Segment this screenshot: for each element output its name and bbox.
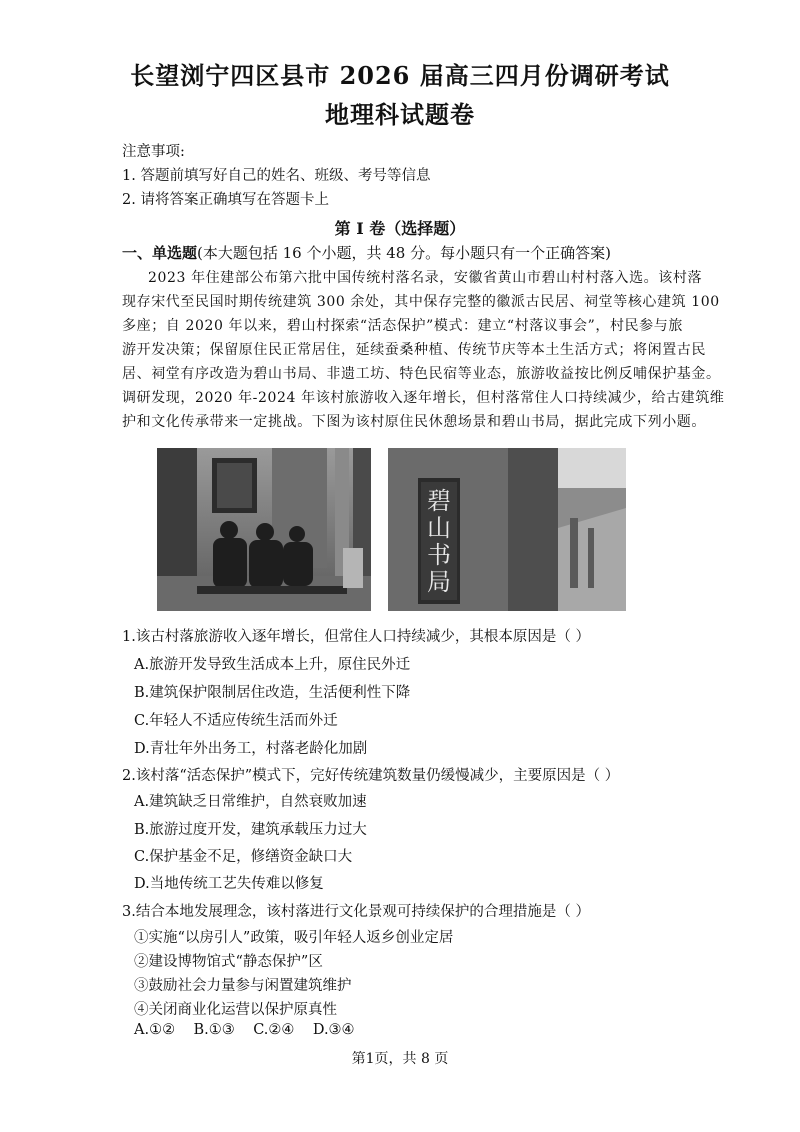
question-3-item-1: ①实施“以房引人”政策，吸引年轻人返乡创业定居 (134, 930, 454, 946)
question-3-item-2: ②建设博物馆式“静态保护”区 (134, 954, 323, 970)
passage-line-3: 多座；自 2020 年以来，碧山村探索“活态保护”模式：建立“村落议事会”，村民参与旅 (122, 318, 683, 334)
bookstore-sign-text: 碧山书局 (427, 487, 451, 596)
passage-line-5: 居、祠堂有序改造为碧山书局、非遗工坊、特色民宿等业态，旅游收益按比例反哺保护基金。 (122, 366, 721, 382)
question-1-stem: 1.该古村落旅游收入逐年增长，但常住人口持续减少，其根本原因是（ ） (122, 629, 590, 645)
question-2-option-b: B.旅游过度开发，建筑承载压力过大 (134, 822, 367, 838)
question-2-option-a: A.建筑缺乏日常维护，自然衰败加速 (134, 794, 367, 810)
question-type-heading (122, 242, 611, 263)
question-1-option-d: D.青壮年外出务工，村落老龄化加剧 (134, 741, 368, 757)
heading-bold: 一、单选题 (122, 244, 198, 262)
question-1-option-c: C.年轻人不适应传统生活而外迁 (134, 713, 338, 729)
question-2-option-d: D.当地传统工艺失传难以修复 (134, 876, 324, 892)
passage-line-7: 护和文化传承带来一定挑战。下图为该村原住民休憩场景和碧山书局，据此完成下列小题。 (122, 414, 706, 430)
passage-line-2: 现存宋代至民国时期传统建筑 300 余处，其中保存完整的徽派古民居、祠堂等核心建筑 100 (122, 294, 720, 310)
exam-subtitle: 地理科试题卷 (325, 100, 475, 129)
notice-label: 注意事项: (122, 144, 185, 160)
question-2-stem: 2.该村落“活态保护”模式下，完好传统建筑数量仍缓慢减少，主要原因是（ ） (122, 768, 620, 784)
passage-line-6: 调研发现，2020 年-2024 年该村旅游收入逐年增长，但村落常住人口持续减少，给古建筑维 (122, 390, 725, 406)
photo-bishan-bookstore (388, 448, 626, 611)
passage-line-1: 2023 年住建部公布第六批中国传统村落名录，安徽省黄山市碧山村村落入选。该村落 (148, 270, 703, 286)
exam-title: 长望浏宁四区县市 2026 届高三四月份调研考试 (130, 61, 670, 90)
notice-item-2: 2. 请将答案正确填写在答题卡上 (122, 192, 329, 208)
question-3-choices: A.①② B.①③ C.②④ D.③④ (134, 1022, 355, 1038)
notice-item-1: 1. 答题前填写好自己的姓名、班级、考号等信息 (122, 168, 431, 184)
passage-line-4: 游开发决策；保留原住民正常居住，延续蚕桑种植、传统节庆等本土生活方式；将闲置古民 (122, 342, 706, 358)
page-number: 第1页，共 8 页 (351, 1051, 449, 1067)
question-2-option-c: C.保护基金不足，修缮资金缺口大 (134, 849, 353, 865)
section-title: 第 I 卷（选择题） (334, 219, 466, 238)
question-3-item-3: ③鼓励社会力量参与闲置建筑维护 (134, 978, 352, 994)
photo-villagers-resting (157, 448, 371, 611)
question-3-stem: 3.结合本地发展理念，该村落进行文化景观可持续保护的合理措施是（ ） (122, 904, 590, 920)
question-3-item-4: ④关闭商业化运营以保护原真性 (134, 1002, 337, 1018)
question-1-option-a: A.旅游开发导致生活成本上升，原住民外迁 (134, 657, 411, 673)
heading-rest: (本大题包括 16 个小题，共 48 分。每小题只有一个正确答案) (197, 244, 611, 262)
question-1-option-b: B.建筑保护限制居住改造，生活便利性下降 (134, 685, 411, 701)
